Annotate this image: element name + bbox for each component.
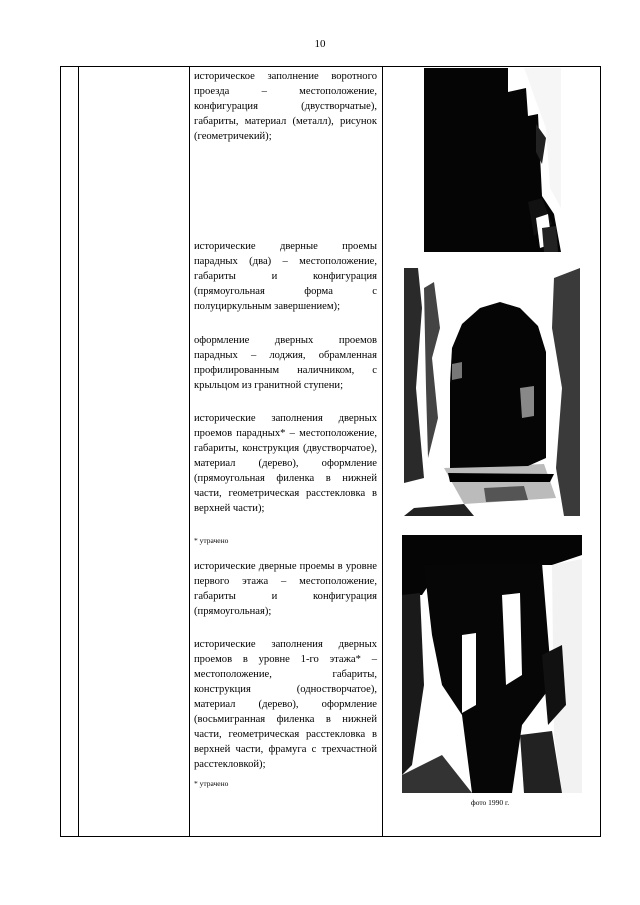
page-number: 10 — [314, 38, 326, 50]
column-divider — [189, 67, 190, 836]
photo-gateway — [424, 68, 561, 252]
paragraph-ground-floor-openings: исторические дверные проемы в уровне первого этажа – местоположение, габариты и конфигурация (прямоугольная); — [194, 561, 377, 617]
paragraph-entrance-decoration: оформление дверных проемов парадных – лоджия, обрамленная профилированным наличником, с крыльцом из гранитной ступени; — [194, 335, 377, 391]
paragraph-entrance-openings: исторические дверные проемы парадных (два) – местоположение, габариты и конфигурация (прямоугольная форма с полуциркульным завершением); — [194, 241, 377, 312]
column-divider — [382, 67, 383, 836]
arched-entrance-photo-image — [404, 268, 580, 516]
paragraph-ground-floor-infill: исторические заполнения дверных проемов в уровне 1-го этажа* – местоположение, габариты, конструкция (одностворчатое), материал (дерево), оформление (восьмигранная филенка в нижней части, геометрическая расстекловка в верхней части, фрамуга с трехчастной расстекловкой); — [194, 639, 377, 770]
paragraph-entrance-infill: исторические заполнения дверных проемов парадных* – местоположение, габариты, конструкция (двустворчатое), материал (дерево), оформление (прямоугольная филенка в нижней части, геометрическая расстекловка в верхней части); — [194, 413, 377, 514]
ground-floor-door-photo-image — [402, 535, 582, 793]
photo-arched-entrance — [404, 268, 580, 516]
gateway-photo-image — [424, 68, 561, 252]
photo-caption: фото 1990 г. — [470, 798, 510, 807]
paragraph-gate-infill: историческое заполнение воротного проезда – местоположение, конфигурация (двустворчатые), габариты, материал (металл), рисунок (геометричекий); — [194, 71, 377, 142]
footnote-lost: * утрачено — [194, 536, 229, 545]
footnote-lost: * утрачено — [194, 779, 229, 788]
photo-ground-floor-door — [402, 535, 582, 793]
column-divider — [78, 67, 79, 836]
